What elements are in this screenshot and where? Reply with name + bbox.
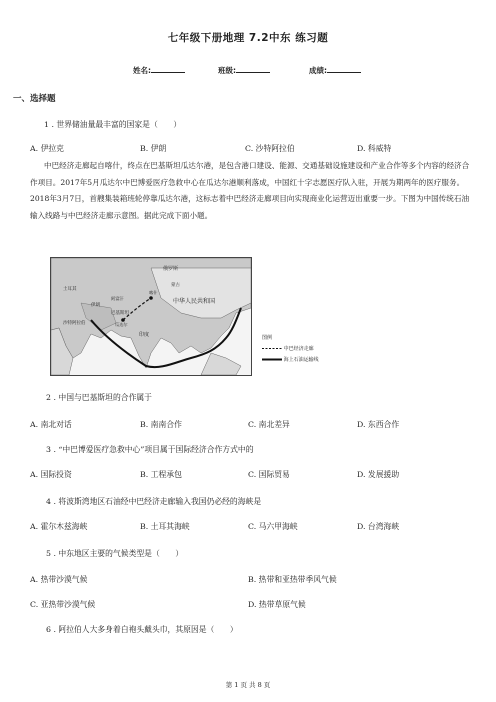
map-label-russia: 俄罗斯 xyxy=(163,266,179,272)
legend-sea-route-label: 海上石油运输线 xyxy=(283,357,319,363)
page-footer: 第 1 页 共 8 页 xyxy=(225,681,271,689)
section-title: 一、选择题 xyxy=(13,94,56,104)
legend-title: 图例 xyxy=(262,335,273,341)
question-5-stem: 5 . 中东地区主要的气候类型是（ ） xyxy=(46,549,184,558)
name-label: 姓名: xyxy=(133,66,151,75)
route-map xyxy=(50,257,252,376)
map-label-mongolia: 蒙古 xyxy=(171,283,180,288)
question-3-option-a: A. 国际投资 xyxy=(30,470,72,479)
class-blank xyxy=(236,63,270,73)
legend-sea-route-swatch xyxy=(262,357,282,362)
question-4-option-b: B. 土耳其海峡 xyxy=(140,522,190,531)
question-3-option-b: B. 工程承包 xyxy=(140,470,182,479)
class-label: 班级: xyxy=(218,66,236,75)
class-field xyxy=(218,63,270,76)
question-5-option-a: A. 热带沙漠气候 xyxy=(30,575,88,584)
legend-corridor-swatch xyxy=(262,346,282,351)
name-blank xyxy=(151,63,185,73)
question-2-option-a: A. 南北对话 xyxy=(30,420,72,429)
question-3-option-c: C. 国际贸易 xyxy=(248,470,290,479)
question-5-option-b: B. 热带和亚热带季风气候 xyxy=(248,575,337,584)
route-map-svg xyxy=(51,258,251,375)
map-label-iran: 伊朗 xyxy=(91,303,100,308)
map-label-kashgar: 喀什 xyxy=(149,290,158,295)
question-5-option-c: C. 亚热带沙漠气候 xyxy=(30,600,96,609)
question-1-stem: 1 . 世界储油量最丰富的国家是（ ） xyxy=(44,120,182,129)
question-4-option-d: D. 台湾海峡 xyxy=(357,522,400,531)
question-1-option-b: B. 伊朗 xyxy=(140,144,167,153)
score-blank xyxy=(327,63,361,73)
map-label-pakistan: 巴基斯坦 xyxy=(111,311,129,316)
legend-corridor xyxy=(262,345,314,352)
map-label-afghanistan: 阿富汗 xyxy=(111,296,124,301)
name-field xyxy=(133,63,185,76)
question-1-option-c: C. 沙特阿拉伯 xyxy=(245,144,295,153)
question-6-stem: 6 . 阿拉伯人大多身着白袍头戴头巾，其原因是（ ） xyxy=(46,625,238,634)
map-label-saudi: 沙特阿拉伯 xyxy=(63,321,86,326)
question-2-option-b: B. 南南合作 xyxy=(140,420,182,429)
reading-passage: 中巴经济走廊起自喀什，终点在巴基斯坦瓜达尔港，是包含港口建设、能源、交通基础设施建设和产业合作等多个内容的经济合作项目。2017年5月瓜达尔中巴博爱医疗急救中心在瓜达尔港顺利落成，中国红十字志愿医疗队入驻，开展为期两年的医疗服务。2018年3月7日，首艘集装箱班轮停靠瓜达尔港，这标志着中巴经济走廊项目向实现商业化运营迈出重要一步。下图为中国传统石油输入线路与中巴经济走廊示意图。据此完成下面小题。 xyxy=(30,161,470,220)
question-3-option-d: D. 发展援助 xyxy=(357,470,400,479)
score-label: 成绩: xyxy=(309,66,327,75)
score-field xyxy=(309,63,361,76)
page-title: 七年级下册地理 7.2中东 练习题 xyxy=(167,32,329,44)
map-label-india: 印度 xyxy=(139,332,150,338)
legend-corridor-label: 中巴经济走廊 xyxy=(283,346,314,352)
question-4-option-a: A. 霍尔木兹海峡 xyxy=(30,522,88,531)
map-label-gwadar: 瓜达尔 xyxy=(115,322,128,327)
question-5-option-d: D. 热带草原气候 xyxy=(248,600,306,609)
kashgar-marker xyxy=(149,296,153,300)
map-label-turkey: 土耳其 xyxy=(63,287,77,292)
question-4-stem: 4 . 将波斯湾地区石油经中巴经济走廊输入我国仍必经的海峡是 xyxy=(46,497,262,506)
map-legend xyxy=(262,334,342,374)
question-2-stem: 2 . 中国与巴基斯坦的合作属于 xyxy=(46,393,152,402)
legend-sea-route xyxy=(262,356,319,363)
question-1-option-d: D. 科威特 xyxy=(357,144,392,153)
map-label-china: 中华人民共和国 xyxy=(173,298,216,305)
question-1-option-a: A. 伊拉克 xyxy=(30,144,64,153)
question-3-stem: 3 . “中巴博爱医疗急救中心”项目属于国际经济合作方式中的 xyxy=(46,445,254,454)
question-2-option-c: C. 南北差异 xyxy=(248,420,290,429)
question-2-option-d: D. 东西合作 xyxy=(357,420,400,429)
question-4-option-c: C. 马六甲海峡 xyxy=(248,522,298,531)
